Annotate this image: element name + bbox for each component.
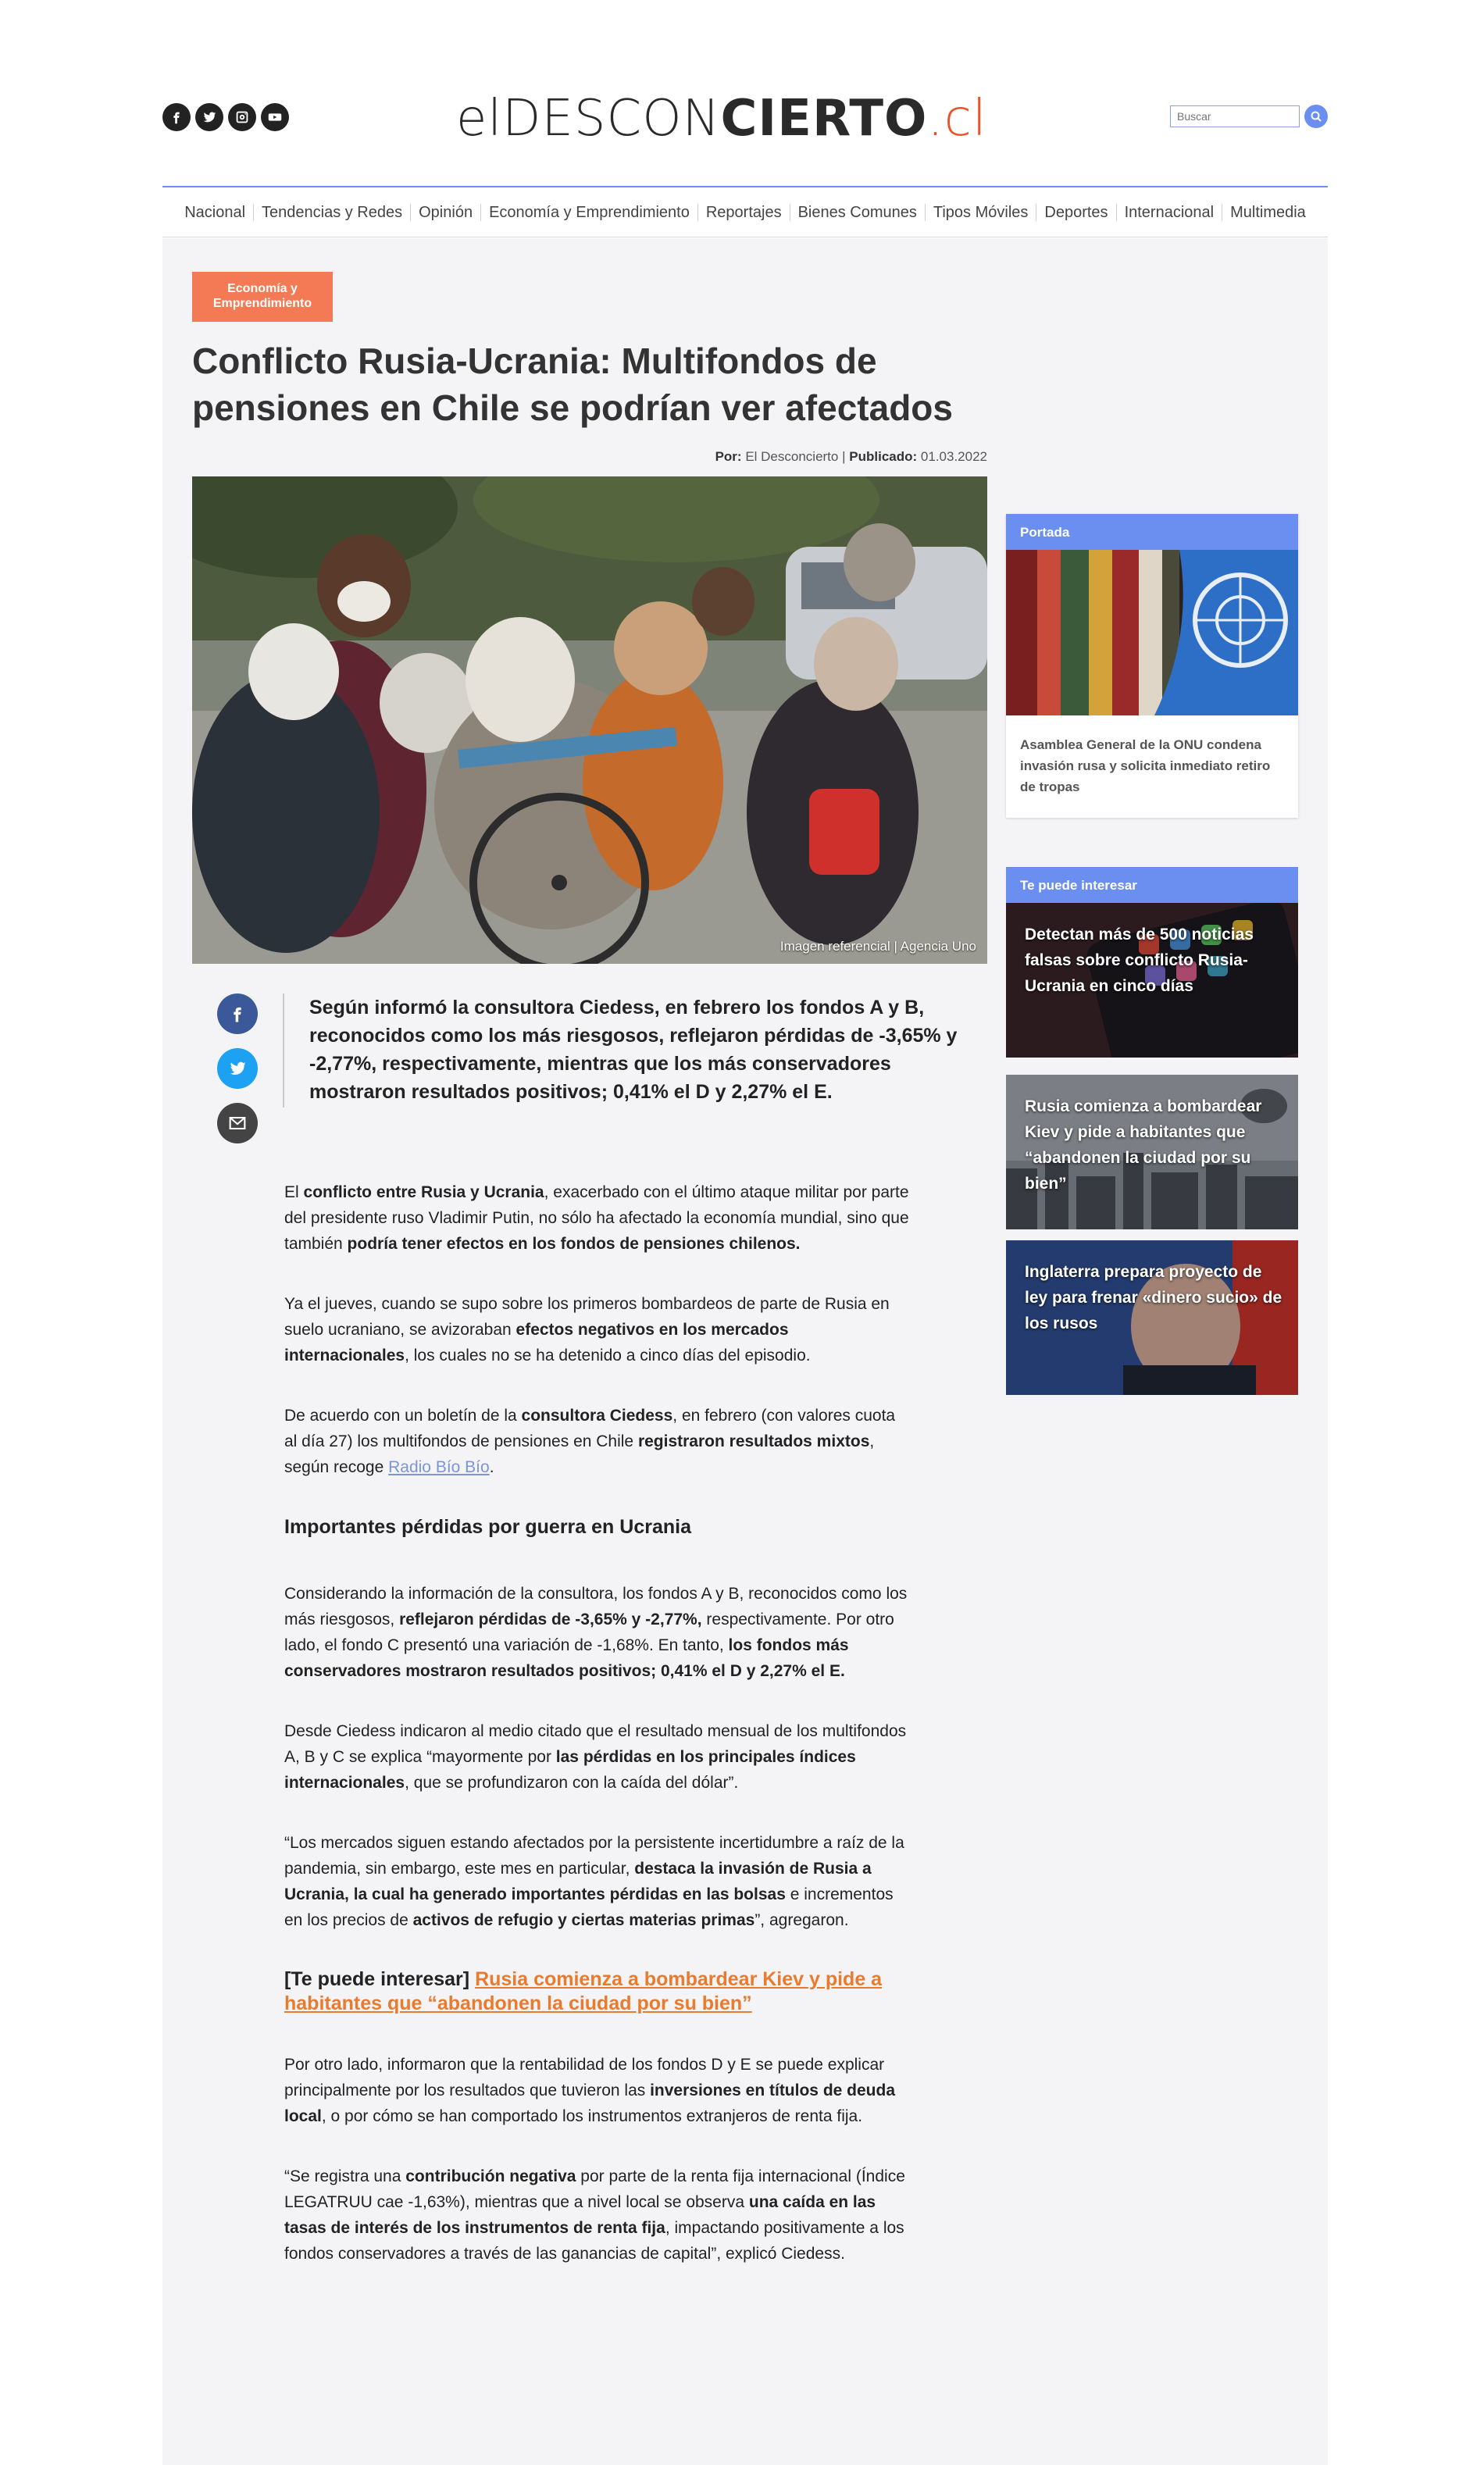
lead-divider: [283, 993, 284, 1108]
facebook-icon: [227, 1003, 248, 1025]
text: por parte de la renta fija internacional (Índice LEGATRUU cae -1,63%), mientras que a nivel local se observa: [284, 2167, 905, 2211]
nav-item-reportajes[interactable]: Reportajes: [698, 204, 790, 221]
portada-headline[interactable]: Asamblea General de la ONU condena invasión rusa y solicita inmediato retiro de tropas: [1020, 737, 1271, 794]
nav-item-tipos-moviles[interactable]: Tipos Móviles: [926, 204, 1037, 221]
interest-tile-2-headline: Rusia comienza a bombardear Kiev y pide a habitantes que “abandonen la ciudad por su bien”: [1025, 1097, 1262, 1193]
byline-by-label: Por:: [715, 449, 742, 464]
text-bold: contribución negativa: [405, 2167, 576, 2185]
related-label: [Te puede interesar]: [284, 1968, 470, 1990]
twitter-icon[interactable]: [195, 103, 223, 131]
category-line-1: Economía y: [227, 282, 298, 295]
search-input[interactable]: [1170, 105, 1300, 127]
byline-separator: |: [842, 449, 846, 464]
hero-image: [192, 476, 987, 964]
article-lead: Según informó la consultora Ciedess, en febrero los fondos A y B, reconocidos como los más riesgosos, reflejaron pérdidas de -3,65% y -2,77%, respectivamente, mientras que los más conservadores mostraron resultados positivos; 0,41% el D y 2,27% el E.: [309, 997, 958, 1103]
text-bold: las pérdidas en los principales índices internacionales: [284, 1748, 856, 1792]
text: , exacerbado con el último ataque militar por parte del presidente ruso Vladimir Putin, no sólo ha afectado la economía mundial, sino que también: [284, 1183, 909, 1253]
share-twitter-button[interactable]: [217, 1048, 258, 1089]
text: Ya el jueves, cuando se supo sobre los primeros bombardeos de parte de Rusia en suelo ucraniano, se avizoraban: [284, 1295, 890, 1339]
text: De acuerdo con un boletín de la: [284, 1407, 522, 1425]
instagram-icon[interactable]: [228, 103, 256, 131]
byline-author[interactable]: El Desconcierto: [745, 449, 839, 464]
paragraph-3: [284, 1403, 909, 1480]
search-box: [1170, 105, 1328, 128]
nav-item-bienes-comunes[interactable]: Bienes Comunes: [790, 204, 926, 221]
site-logo[interactable]: [456, 87, 1003, 150]
facebook-icon[interactable]: [162, 103, 191, 131]
text: “Se registra una: [284, 2167, 406, 2185]
nav-item-opinion[interactable]: Opinión: [411, 204, 481, 221]
text-bold: consultora Ciedess: [521, 1407, 673, 1425]
text-bold: registraron resultados mixtos: [637, 1432, 870, 1450]
text: , en febrero (con valores cuota al día 27) los multifondos de pensiones en Chile: [284, 1407, 896, 1450]
un-flag-photo: [1006, 550, 1298, 715]
article-subheading: Importantes pérdidas por guerra en Ucrania: [284, 1516, 691, 1538]
text: ”, agregaron.: [754, 1911, 849, 1929]
text-bold: activos de refugio y ciertas materias primas: [412, 1911, 755, 1929]
nav-item-multimedia[interactable]: Multimedia: [1230, 203, 1306, 221]
share-facebook-button[interactable]: [217, 993, 258, 1034]
text-bold: efectos negativos en los mercados internacionales: [284, 1321, 789, 1364]
text: , que se profundizaron con la caída del dólar”.: [405, 1774, 739, 1792]
paragraph-1: [284, 1179, 909, 1257]
nav-item-deportes[interactable]: Deportes: [1036, 204, 1116, 221]
social-links: [162, 103, 289, 131]
paragraph-6: [284, 1830, 909, 1933]
site-header: [162, 87, 1328, 189]
nav-item-economia[interactable]: Economía y Emprendimiento: [481, 204, 698, 221]
text: Por otro lado, informaron que la rentabilidad de los fondos D y E se puede explicar principalmente por los resultados que tuvieron las: [284, 2056, 885, 2099]
text-bold: destaca la invasión de Rusia a Ucrania, la cual ha generado importantes pérdidas en las bolsas: [284, 1860, 872, 1903]
logo-part-cierto: CIERTO: [720, 90, 928, 148]
hero-photo: [192, 476, 987, 964]
paragraph-2: [284, 1291, 909, 1368]
text-bold: conflicto entre Rusia y Ucrania: [303, 1183, 544, 1201]
text: respectivamente. Por otro lado, el fondo C presentó una variación de -1,68%. En tanto,: [284, 1611, 894, 1654]
logo-part-el: el: [456, 90, 503, 148]
main-nav: [162, 186, 1328, 237]
portada-image: [1006, 550, 1298, 715]
related-article-link[interactable]: Rusia comienza a bombardear Kiev y pide a habitantes que “abandonen la ciudad por su bien”: [284, 1968, 883, 2014]
twitter-icon: [227, 1058, 248, 1079]
text: Desde Ciedess indicaron al medio citado que el resultado mensual de los multifondos A, B y C se explica “mayormente por: [284, 1722, 907, 1766]
portada-card[interactable]: [1006, 514, 1298, 818]
share-buttons: [217, 993, 258, 1143]
nav-item-tendencias[interactable]: Tendencias y Redes: [254, 204, 411, 221]
interest-tile-1-headline: Detectan más de 500 noticias falsas sobre conflicto Rusia-Ucrania en cinco días: [1025, 926, 1254, 995]
logo-part-cl: .cl: [927, 90, 987, 148]
interest-label: Te puede interesar: [1006, 867, 1298, 903]
text: El: [284, 1183, 304, 1201]
hero-caption: Imagen referencial | Agencia Uno: [779, 939, 976, 954]
nav-item-internacional[interactable]: Internacional: [1117, 204, 1223, 221]
text: , los cuales no se ha detenido a cinco días del episodio.: [405, 1347, 811, 1364]
text-bold: reflejaron pérdidas de -3,65% y -2,77%,: [399, 1611, 702, 1628]
text: “Los mercados siguen estando afectados por la persistente incertidumbre a raíz de la pandemia, sin embargo, este mes en particular,: [284, 1834, 904, 1878]
youtube-icon[interactable]: [261, 103, 289, 131]
byline-date: 01.03.2022: [920, 449, 987, 464]
text: Considerando la información de la consultora, los fondos A y B, reconocidos como los más riesgosos,: [284, 1585, 908, 1628]
text-bold: una caída en las tasas de interés de los instrumentos de renta fija: [284, 2193, 876, 2237]
text: e incrementos en los precios de: [284, 1885, 894, 1929]
text: , impactando positivamente a los fondos conservadores a través de las ganancias de capital”, explicó Ciedess.: [284, 2219, 904, 2263]
byline-published-label: Publicado:: [849, 449, 918, 464]
text-bold: podría tener efectos en los fondos de pensiones chilenos.: [347, 1235, 801, 1253]
article-body: [284, 1179, 909, 2301]
category-badge[interactable]: [192, 272, 333, 322]
paragraph-7: [284, 2052, 909, 2129]
text-bold: inversiones en títulos de deuda local: [284, 2082, 895, 2125]
related-article: [284, 1967, 909, 2016]
search-button[interactable]: [1304, 105, 1328, 128]
byline: [192, 449, 987, 465]
share-email-button[interactable]: [217, 1103, 258, 1143]
text: .: [489, 1458, 494, 1476]
search-icon: [1310, 110, 1322, 123]
nav-item-nacional[interactable]: Nacional: [177, 204, 254, 221]
radio-bio-bio-link[interactable]: Radio Bío Bío: [388, 1458, 490, 1476]
paragraph-4: [284, 1581, 909, 1684]
interest-tile-1[interactable]: [1006, 903, 1298, 1058]
text-bold: los fondos más conservadores mostraron resultados positivos; 0,41% el D y 2,27% el E.: [284, 1636, 849, 1680]
email-icon: [227, 1112, 248, 1134]
category-line-2: Emprendimiento: [212, 297, 312, 310]
article-title: Conflicto Rusia-Ucrania: Multifondos de pensiones en Chile se podrían ver afectados: [192, 341, 953, 428]
paragraph-5: [284, 1718, 909, 1796]
text: , o por cómo se han comportado los instrumentos extranjeros de renta fija.: [321, 2107, 863, 2125]
text: , según recoge: [284, 1432, 875, 1476]
interest-tile-3[interactable]: [1006, 1240, 1298, 1395]
interest-tile-2[interactable]: [1006, 1075, 1298, 1229]
interest-tile-3-headline: Inglaterra prepara proyecto de ley para frenar «dinero sucio» de los rusos: [1025, 1263, 1282, 1332]
logo-part-descon: DESCON: [502, 90, 721, 148]
paragraph-8: [284, 2164, 909, 2267]
portada-label: Portada: [1006, 514, 1298, 550]
